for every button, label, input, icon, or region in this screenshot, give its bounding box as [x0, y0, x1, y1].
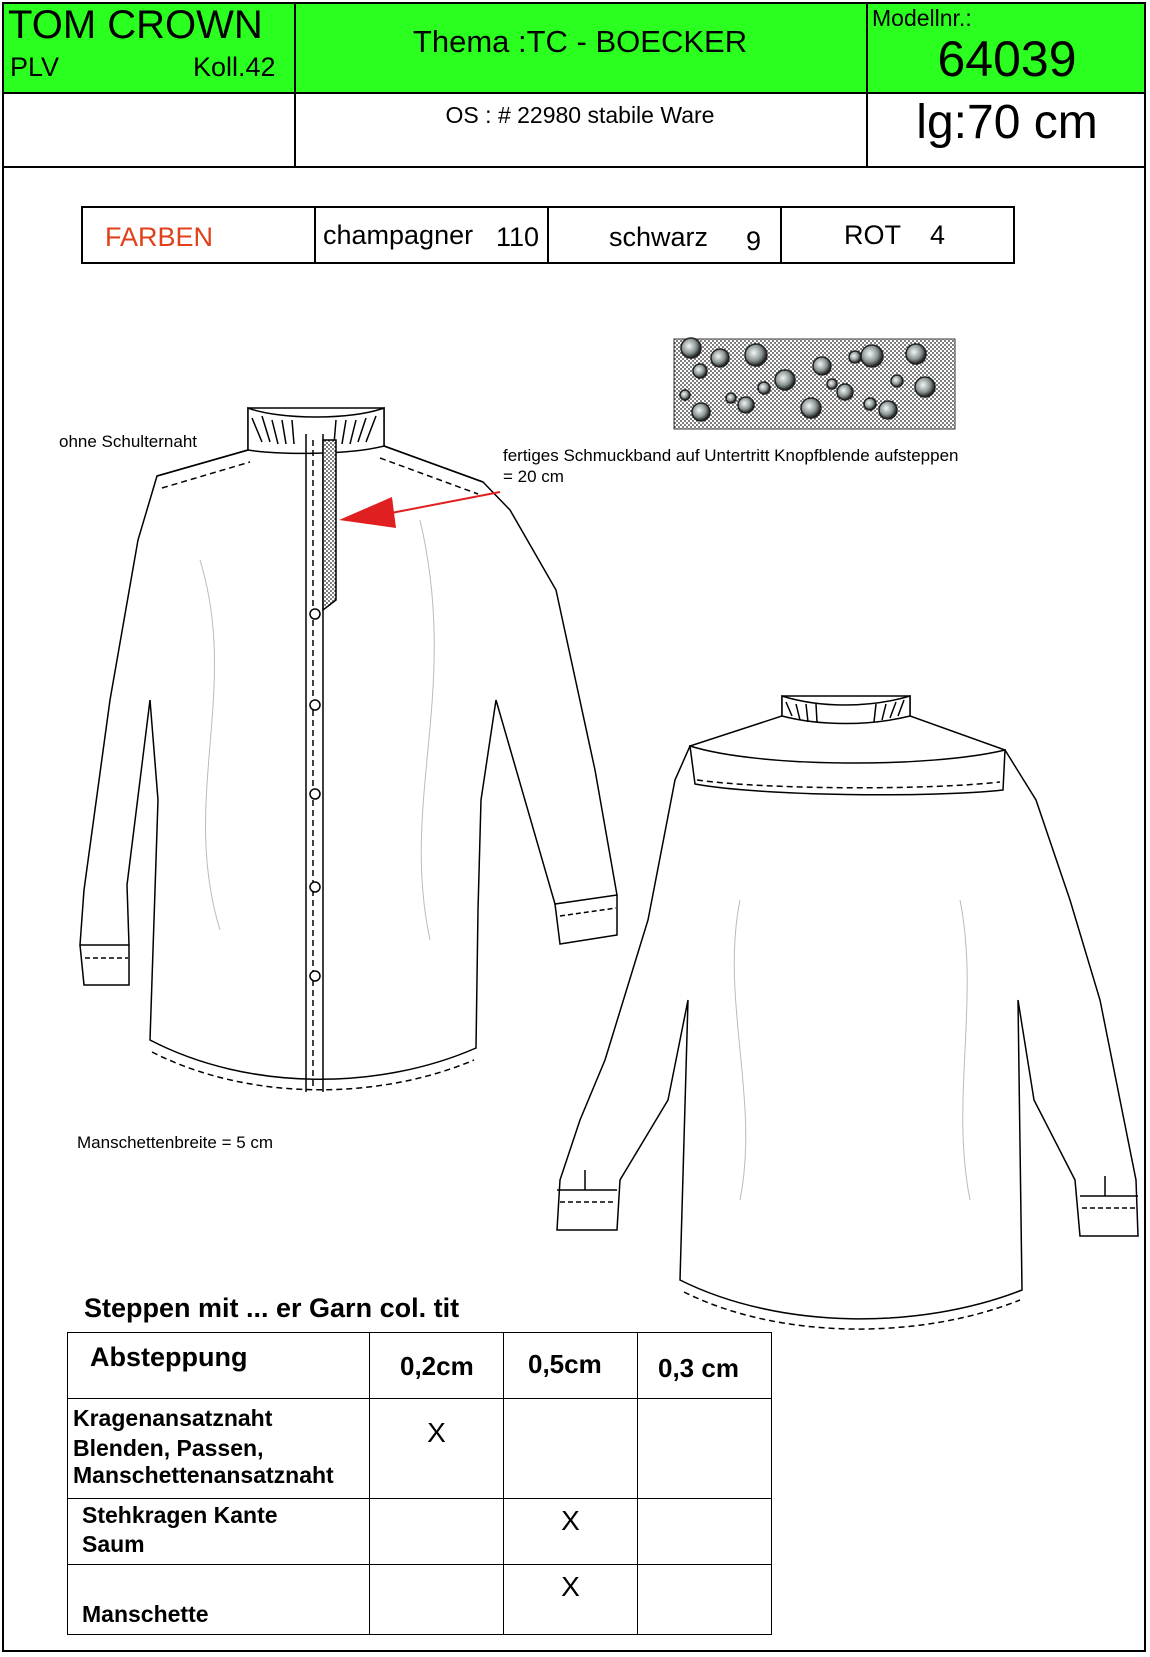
color-code-1: 110	[496, 222, 540, 252]
stitching-title: Steppen mit ... er Garn col. tit	[84, 1293, 460, 1323]
color-name-1: champagner	[323, 220, 474, 250]
brand-name: TOM CROWN	[8, 3, 263, 47]
mark-cell	[504, 1399, 638, 1499]
header-05cm: 0,5cm	[504, 1333, 638, 1399]
note-band-1: fertiges Schmuckband auf Untertritt Knopfblende aufsteppen	[503, 446, 959, 465]
color-name-3: ROT	[844, 220, 901, 250]
mark-cell: X	[370, 1399, 504, 1499]
mark-cell	[370, 1499, 504, 1565]
model-number: 64039	[937, 31, 1077, 87]
theme-title: Thema :TC - BOECKER	[412, 24, 748, 59]
mark-cell	[370, 1565, 504, 1635]
row-label: Manschette	[68, 1565, 370, 1635]
header-02cm: 0,2cm	[370, 1333, 504, 1399]
note-band-2: = 20 cm	[503, 467, 564, 486]
table-row	[68, 1399, 772, 1499]
shirt-front-drawing	[80, 408, 617, 1092]
row-label: Stehkragen Kante Saum	[68, 1499, 370, 1565]
collection: Koll.42	[193, 52, 276, 82]
mark-cell: X	[504, 1565, 638, 1635]
table-header-row	[68, 1333, 772, 1399]
note-shoulder: ohne Schulternaht	[59, 432, 197, 451]
color-code-3: 4	[930, 220, 946, 250]
stitching-table	[67, 1332, 772, 1635]
garment-length: lg:70 cm	[916, 96, 1098, 149]
header-absteppung: Absteppung	[68, 1333, 370, 1399]
color-name-2: schwarz	[609, 222, 709, 252]
colors-label: FARBEN	[105, 222, 214, 252]
header-03cm: 0,3 cm	[638, 1333, 772, 1399]
mark-cell	[638, 1399, 772, 1499]
shirt-back-drawing	[557, 696, 1138, 1329]
row-label: Kragenansatznaht Blenden, Passen, Manschettenansatznaht	[68, 1399, 370, 1499]
product-line: PLV	[10, 52, 60, 82]
color-code-2: 9	[746, 226, 762, 256]
table-row	[68, 1499, 772, 1565]
model-label: Modellnr.:	[872, 5, 972, 31]
jewel-band-swatch	[674, 338, 955, 429]
fabric-info: OS : # 22980 stabile Ware	[445, 102, 715, 128]
table-row	[68, 1565, 772, 1635]
mark-cell	[638, 1499, 772, 1565]
mark-cell	[638, 1565, 772, 1635]
mark-cell: X	[504, 1499, 638, 1565]
note-cuff-width: Manschettenbreite = 5 cm	[77, 1133, 274, 1152]
